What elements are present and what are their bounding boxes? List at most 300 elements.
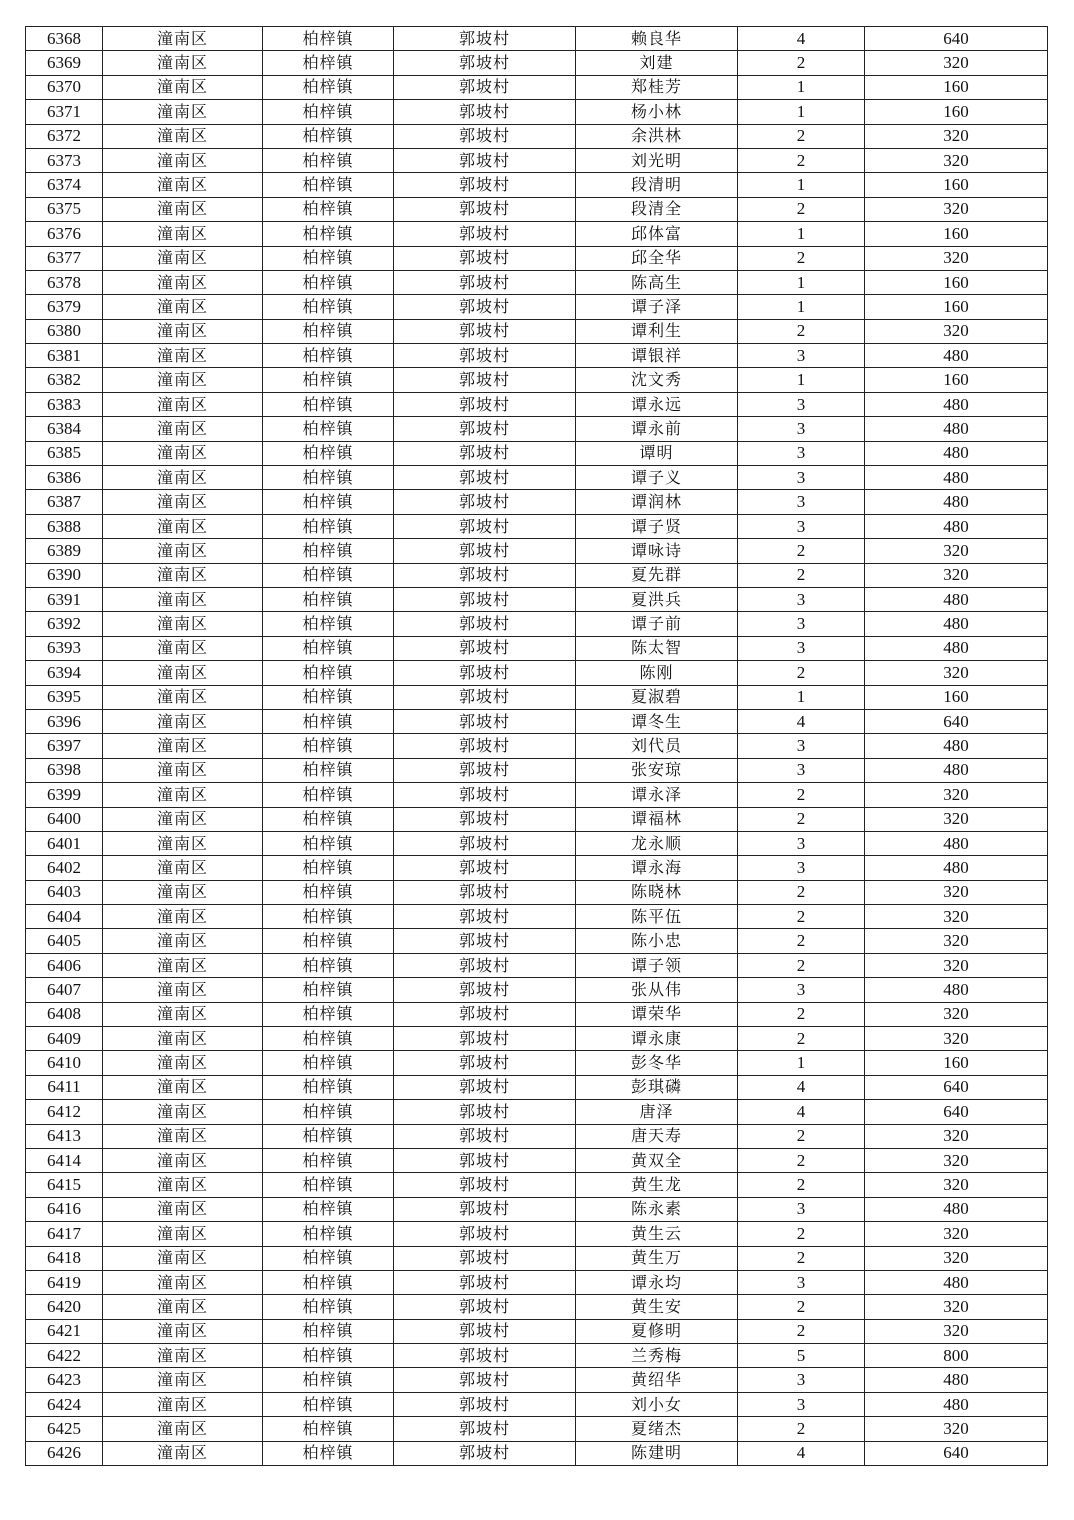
table-row xyxy=(26,758,1048,782)
row-number-cell: 6387 xyxy=(26,490,103,514)
amount-cell: 640 xyxy=(865,709,1048,733)
name-cell: 夏修明 xyxy=(576,1319,738,1343)
table-row xyxy=(26,1173,1048,1197)
row-number-cell: 6394 xyxy=(26,661,103,685)
name-cell: 陈建明 xyxy=(576,1441,738,1465)
row-number-cell: 6409 xyxy=(26,1027,103,1051)
town-cell: 柏梓镇 xyxy=(263,905,394,929)
household-size-cell: 2 xyxy=(738,880,865,904)
amount-cell: 480 xyxy=(865,1392,1048,1416)
row-number-cell: 6383 xyxy=(26,392,103,416)
name-cell: 谭永远 xyxy=(576,392,738,416)
row-number-cell: 6380 xyxy=(26,319,103,343)
household-size-cell: 3 xyxy=(738,1368,865,1392)
amount-cell: 320 xyxy=(865,783,1048,807)
household-size-cell: 3 xyxy=(738,1392,865,1416)
village-cell: 郭坡村 xyxy=(394,27,576,51)
amount-cell: 160 xyxy=(865,270,1048,294)
row-number-cell: 6404 xyxy=(26,905,103,929)
table-row xyxy=(26,1417,1048,1441)
row-number-cell: 6370 xyxy=(26,75,103,99)
table-row xyxy=(26,783,1048,807)
town-cell: 柏梓镇 xyxy=(263,1197,394,1221)
village-cell: 郭坡村 xyxy=(394,1295,576,1319)
town-cell: 柏梓镇 xyxy=(263,368,394,392)
row-number-cell: 6390 xyxy=(26,563,103,587)
name-cell: 黄生龙 xyxy=(576,1173,738,1197)
district-cell: 潼南区 xyxy=(103,1319,263,1343)
amount-cell: 160 xyxy=(865,173,1048,197)
household-size-cell: 2 xyxy=(738,51,865,75)
household-size-cell: 3 xyxy=(738,1197,865,1221)
row-number-cell: 6374 xyxy=(26,173,103,197)
amount-cell: 480 xyxy=(865,831,1048,855)
name-cell: 杨小林 xyxy=(576,100,738,124)
row-number-cell: 6410 xyxy=(26,1051,103,1075)
amount-cell: 160 xyxy=(865,368,1048,392)
village-cell: 郭坡村 xyxy=(394,392,576,416)
name-cell: 刘建 xyxy=(576,51,738,75)
amount-cell: 320 xyxy=(865,1319,1048,1343)
name-cell: 夏洪兵 xyxy=(576,587,738,611)
household-size-cell: 3 xyxy=(738,612,865,636)
town-cell: 柏梓镇 xyxy=(263,27,394,51)
district-cell: 潼南区 xyxy=(103,563,263,587)
name-cell: 唐天寿 xyxy=(576,1124,738,1148)
town-cell: 柏梓镇 xyxy=(263,1246,394,1270)
row-number-cell: 6388 xyxy=(26,514,103,538)
table-row xyxy=(26,831,1048,855)
name-cell: 夏淑碧 xyxy=(576,685,738,709)
name-cell: 谭明 xyxy=(576,441,738,465)
name-cell: 陈晓林 xyxy=(576,880,738,904)
village-cell: 郭坡村 xyxy=(394,1246,576,1270)
name-cell: 谭荣华 xyxy=(576,1002,738,1026)
district-cell: 潼南区 xyxy=(103,1441,263,1465)
table-row xyxy=(26,1002,1048,1026)
table-row xyxy=(26,75,1048,99)
row-number-cell: 6406 xyxy=(26,953,103,977)
name-cell: 郑桂芳 xyxy=(576,75,738,99)
row-number-cell: 6373 xyxy=(26,148,103,172)
amount-cell: 480 xyxy=(865,417,1048,441)
village-cell: 郭坡村 xyxy=(394,173,576,197)
amount-cell: 320 xyxy=(865,661,1048,685)
village-cell: 郭坡村 xyxy=(394,1319,576,1343)
row-number-cell: 6423 xyxy=(26,1368,103,1392)
table-row xyxy=(26,612,1048,636)
row-number-cell: 6408 xyxy=(26,1002,103,1026)
household-size-cell: 2 xyxy=(738,197,865,221)
household-size-cell: 3 xyxy=(738,417,865,441)
district-cell: 潼南区 xyxy=(103,661,263,685)
household-size-cell: 2 xyxy=(738,1417,865,1441)
row-number-cell: 6403 xyxy=(26,880,103,904)
household-size-cell: 2 xyxy=(738,953,865,977)
household-size-cell: 1 xyxy=(738,270,865,294)
table-row xyxy=(26,344,1048,368)
district-cell: 潼南区 xyxy=(103,51,263,75)
district-cell: 潼南区 xyxy=(103,27,263,51)
name-cell: 彭琪磷 xyxy=(576,1075,738,1099)
village-cell: 郭坡村 xyxy=(394,1270,576,1294)
town-cell: 柏梓镇 xyxy=(263,1392,394,1416)
name-cell: 黄生安 xyxy=(576,1295,738,1319)
district-cell: 潼南区 xyxy=(103,1148,263,1172)
amount-cell: 160 xyxy=(865,685,1048,709)
amount-cell: 480 xyxy=(865,587,1048,611)
village-cell: 郭坡村 xyxy=(394,1002,576,1026)
row-number-cell: 6418 xyxy=(26,1246,103,1270)
amount-cell: 160 xyxy=(865,222,1048,246)
household-size-cell: 3 xyxy=(738,831,865,855)
amount-cell: 160 xyxy=(865,1051,1048,1075)
amount-cell: 640 xyxy=(865,1075,1048,1099)
district-cell: 潼南区 xyxy=(103,1002,263,1026)
amount-cell: 320 xyxy=(865,148,1048,172)
household-size-cell: 3 xyxy=(738,636,865,660)
town-cell: 柏梓镇 xyxy=(263,880,394,904)
row-number-cell: 6396 xyxy=(26,709,103,733)
table-row xyxy=(26,929,1048,953)
district-cell: 潼南区 xyxy=(103,319,263,343)
town-cell: 柏梓镇 xyxy=(263,1100,394,1124)
name-cell: 谭冬生 xyxy=(576,709,738,733)
district-cell: 潼南区 xyxy=(103,612,263,636)
name-cell: 谭子泽 xyxy=(576,295,738,319)
district-cell: 潼南区 xyxy=(103,1344,263,1368)
table-row xyxy=(26,1392,1048,1416)
district-cell: 潼南区 xyxy=(103,1368,263,1392)
town-cell: 柏梓镇 xyxy=(263,466,394,490)
village-cell: 郭坡村 xyxy=(394,466,576,490)
table-row xyxy=(26,905,1048,929)
table-row xyxy=(26,392,1048,416)
table-row xyxy=(26,807,1048,831)
village-cell: 郭坡村 xyxy=(394,709,576,733)
household-size-cell: 3 xyxy=(738,392,865,416)
table-row xyxy=(26,1197,1048,1221)
table-row xyxy=(26,124,1048,148)
household-size-cell: 3 xyxy=(738,734,865,758)
town-cell: 柏梓镇 xyxy=(263,344,394,368)
district-cell: 潼南区 xyxy=(103,490,263,514)
name-cell: 邱全华 xyxy=(576,246,738,270)
town-cell: 柏梓镇 xyxy=(263,100,394,124)
district-cell: 潼南区 xyxy=(103,734,263,758)
table-row xyxy=(26,173,1048,197)
row-number-cell: 6371 xyxy=(26,100,103,124)
table-row xyxy=(26,661,1048,685)
name-cell: 谭银祥 xyxy=(576,344,738,368)
village-cell: 郭坡村 xyxy=(394,319,576,343)
row-number-cell: 6422 xyxy=(26,1344,103,1368)
town-cell: 柏梓镇 xyxy=(263,1075,394,1099)
amount-cell: 320 xyxy=(865,539,1048,563)
village-cell: 郭坡村 xyxy=(394,685,576,709)
row-number-cell: 6415 xyxy=(26,1173,103,1197)
row-number-cell: 6369 xyxy=(26,51,103,75)
row-number-cell: 6424 xyxy=(26,1392,103,1416)
town-cell: 柏梓镇 xyxy=(263,1319,394,1343)
village-cell: 郭坡村 xyxy=(394,270,576,294)
household-size-cell: 2 xyxy=(738,1222,865,1246)
household-size-cell: 3 xyxy=(738,1270,865,1294)
town-cell: 柏梓镇 xyxy=(263,197,394,221)
table-row xyxy=(26,953,1048,977)
household-size-cell: 4 xyxy=(738,1441,865,1465)
name-cell: 沈文秀 xyxy=(576,368,738,392)
table-row xyxy=(26,514,1048,538)
amount-cell: 320 xyxy=(865,807,1048,831)
table-row xyxy=(26,1295,1048,1319)
name-cell: 陈小忠 xyxy=(576,929,738,953)
household-size-cell: 2 xyxy=(738,1148,865,1172)
table-row xyxy=(26,685,1048,709)
row-number-cell: 6395 xyxy=(26,685,103,709)
name-cell: 张安琼 xyxy=(576,758,738,782)
row-number-cell: 6407 xyxy=(26,978,103,1002)
town-cell: 柏梓镇 xyxy=(263,758,394,782)
household-size-cell: 3 xyxy=(738,587,865,611)
name-cell: 谭永前 xyxy=(576,417,738,441)
household-size-cell: 2 xyxy=(738,1173,865,1197)
amount-cell: 480 xyxy=(865,856,1048,880)
town-cell: 柏梓镇 xyxy=(263,831,394,855)
district-cell: 潼南区 xyxy=(103,246,263,270)
amount-cell: 640 xyxy=(865,1100,1048,1124)
village-cell: 郭坡村 xyxy=(394,1417,576,1441)
amount-cell: 480 xyxy=(865,344,1048,368)
amount-cell: 320 xyxy=(865,319,1048,343)
town-cell: 柏梓镇 xyxy=(263,783,394,807)
name-cell: 陈刚 xyxy=(576,661,738,685)
table-row xyxy=(26,100,1048,124)
town-cell: 柏梓镇 xyxy=(263,124,394,148)
table-row xyxy=(26,1368,1048,1392)
district-cell: 潼南区 xyxy=(103,856,263,880)
row-number-cell: 6397 xyxy=(26,734,103,758)
table-row xyxy=(26,1027,1048,1051)
name-cell: 谭子贤 xyxy=(576,514,738,538)
village-cell: 郭坡村 xyxy=(394,1124,576,1148)
table-row xyxy=(26,1124,1048,1148)
district-cell: 潼南区 xyxy=(103,929,263,953)
household-size-cell: 2 xyxy=(738,539,865,563)
village-cell: 郭坡村 xyxy=(394,1197,576,1221)
village-cell: 郭坡村 xyxy=(394,539,576,563)
district-cell: 潼南区 xyxy=(103,1197,263,1221)
row-number-cell: 6372 xyxy=(26,124,103,148)
table-row xyxy=(26,417,1048,441)
row-number-cell: 6391 xyxy=(26,587,103,611)
household-size-cell: 3 xyxy=(738,344,865,368)
row-number-cell: 6425 xyxy=(26,1417,103,1441)
village-cell: 郭坡村 xyxy=(394,905,576,929)
table-row xyxy=(26,734,1048,758)
name-cell: 黄生云 xyxy=(576,1222,738,1246)
district-cell: 潼南区 xyxy=(103,1075,263,1099)
district-cell: 潼南区 xyxy=(103,441,263,465)
town-cell: 柏梓镇 xyxy=(263,1441,394,1465)
name-cell: 黄生万 xyxy=(576,1246,738,1270)
table-row xyxy=(26,148,1048,172)
district-cell: 潼南区 xyxy=(103,758,263,782)
row-number-cell: 6412 xyxy=(26,1100,103,1124)
household-size-cell: 2 xyxy=(738,1002,865,1026)
village-cell: 郭坡村 xyxy=(394,1075,576,1099)
table-row xyxy=(26,1344,1048,1368)
town-cell: 柏梓镇 xyxy=(263,319,394,343)
name-cell: 谭利生 xyxy=(576,319,738,343)
amount-cell: 480 xyxy=(865,441,1048,465)
district-cell: 潼南区 xyxy=(103,709,263,733)
amount-cell: 320 xyxy=(865,1027,1048,1051)
district-cell: 潼南区 xyxy=(103,1295,263,1319)
name-cell: 谭咏诗 xyxy=(576,539,738,563)
amount-cell: 320 xyxy=(865,929,1048,953)
town-cell: 柏梓镇 xyxy=(263,929,394,953)
table-row xyxy=(26,1246,1048,1270)
town-cell: 柏梓镇 xyxy=(263,1270,394,1294)
town-cell: 柏梓镇 xyxy=(263,1222,394,1246)
table-row xyxy=(26,1270,1048,1294)
row-number-cell: 6389 xyxy=(26,539,103,563)
table-row xyxy=(26,539,1048,563)
name-cell: 谭子义 xyxy=(576,466,738,490)
name-cell: 陈平伍 xyxy=(576,905,738,929)
row-number-cell: 6417 xyxy=(26,1222,103,1246)
village-cell: 郭坡村 xyxy=(394,1222,576,1246)
household-size-cell: 2 xyxy=(738,1124,865,1148)
household-size-cell: 1 xyxy=(738,173,865,197)
household-size-cell: 2 xyxy=(738,148,865,172)
name-cell: 刘小女 xyxy=(576,1392,738,1416)
row-number-cell: 6421 xyxy=(26,1319,103,1343)
town-cell: 柏梓镇 xyxy=(263,1344,394,1368)
household-size-cell: 1 xyxy=(738,685,865,709)
village-cell: 郭坡村 xyxy=(394,197,576,221)
table-row xyxy=(26,1222,1048,1246)
village-cell: 郭坡村 xyxy=(394,417,576,441)
town-cell: 柏梓镇 xyxy=(263,978,394,1002)
village-cell: 郭坡村 xyxy=(394,783,576,807)
household-size-cell: 5 xyxy=(738,1344,865,1368)
household-size-cell: 1 xyxy=(738,75,865,99)
table-row xyxy=(26,1319,1048,1343)
town-cell: 柏梓镇 xyxy=(263,1295,394,1319)
town-cell: 柏梓镇 xyxy=(263,270,394,294)
village-cell: 郭坡村 xyxy=(394,295,576,319)
table-row xyxy=(26,1075,1048,1099)
name-cell: 谭永泽 xyxy=(576,783,738,807)
village-cell: 郭坡村 xyxy=(394,1344,576,1368)
town-cell: 柏梓镇 xyxy=(263,612,394,636)
district-cell: 潼南区 xyxy=(103,783,263,807)
village-cell: 郭坡村 xyxy=(394,344,576,368)
amount-cell: 320 xyxy=(865,1417,1048,1441)
row-number-cell: 6400 xyxy=(26,807,103,831)
district-cell: 潼南区 xyxy=(103,344,263,368)
household-size-cell: 2 xyxy=(738,246,865,270)
household-size-cell: 2 xyxy=(738,1319,865,1343)
district-cell: 潼南区 xyxy=(103,270,263,294)
row-number-cell: 6384 xyxy=(26,417,103,441)
district-cell: 潼南区 xyxy=(103,1392,263,1416)
household-size-cell: 2 xyxy=(738,661,865,685)
amount-cell: 320 xyxy=(865,51,1048,75)
name-cell: 赖良华 xyxy=(576,27,738,51)
amount-cell: 480 xyxy=(865,466,1048,490)
row-number-cell: 6405 xyxy=(26,929,103,953)
town-cell: 柏梓镇 xyxy=(263,1173,394,1197)
town-cell: 柏梓镇 xyxy=(263,417,394,441)
amount-cell: 480 xyxy=(865,636,1048,660)
district-cell: 潼南区 xyxy=(103,124,263,148)
amount-cell: 640 xyxy=(865,1441,1048,1465)
town-cell: 柏梓镇 xyxy=(263,1051,394,1075)
town-cell: 柏梓镇 xyxy=(263,441,394,465)
town-cell: 柏梓镇 xyxy=(263,587,394,611)
household-size-cell: 2 xyxy=(738,124,865,148)
district-cell: 潼南区 xyxy=(103,905,263,929)
table-row xyxy=(26,222,1048,246)
name-cell: 兰秀梅 xyxy=(576,1344,738,1368)
name-cell: 段清全 xyxy=(576,197,738,221)
name-cell: 陈太智 xyxy=(576,636,738,660)
amount-cell: 320 xyxy=(865,197,1048,221)
village-cell: 郭坡村 xyxy=(394,563,576,587)
name-cell: 邱体富 xyxy=(576,222,738,246)
village-cell: 郭坡村 xyxy=(394,831,576,855)
table-row xyxy=(26,197,1048,221)
village-cell: 郭坡村 xyxy=(394,490,576,514)
row-number-cell: 6416 xyxy=(26,1197,103,1221)
amount-cell: 320 xyxy=(865,1173,1048,1197)
household-size-cell: 1 xyxy=(738,1051,865,1075)
district-cell: 潼南区 xyxy=(103,636,263,660)
village-cell: 郭坡村 xyxy=(394,978,576,1002)
household-size-cell: 3 xyxy=(738,441,865,465)
town-cell: 柏梓镇 xyxy=(263,148,394,172)
district-cell: 潼南区 xyxy=(103,1173,263,1197)
town-cell: 柏梓镇 xyxy=(263,51,394,75)
district-cell: 潼南区 xyxy=(103,978,263,1002)
amount-cell: 320 xyxy=(865,563,1048,587)
village-cell: 郭坡村 xyxy=(394,661,576,685)
village-cell: 郭坡村 xyxy=(394,514,576,538)
amount-cell: 480 xyxy=(865,514,1048,538)
row-number-cell: 6419 xyxy=(26,1270,103,1294)
amount-cell: 480 xyxy=(865,490,1048,514)
row-number-cell: 6376 xyxy=(26,222,103,246)
district-cell: 潼南区 xyxy=(103,539,263,563)
household-size-cell: 3 xyxy=(738,514,865,538)
amount-cell: 480 xyxy=(865,1270,1048,1294)
district-cell: 潼南区 xyxy=(103,222,263,246)
table-row xyxy=(26,270,1048,294)
name-cell: 龙永顺 xyxy=(576,831,738,855)
name-cell: 彭冬华 xyxy=(576,1051,738,1075)
town-cell: 柏梓镇 xyxy=(263,246,394,270)
village-cell: 郭坡村 xyxy=(394,1392,576,1416)
village-cell: 郭坡村 xyxy=(394,1148,576,1172)
amount-cell: 480 xyxy=(865,758,1048,782)
household-size-cell: 2 xyxy=(738,1295,865,1319)
household-size-cell: 2 xyxy=(738,783,865,807)
name-cell: 陈高生 xyxy=(576,270,738,294)
town-cell: 柏梓镇 xyxy=(263,75,394,99)
